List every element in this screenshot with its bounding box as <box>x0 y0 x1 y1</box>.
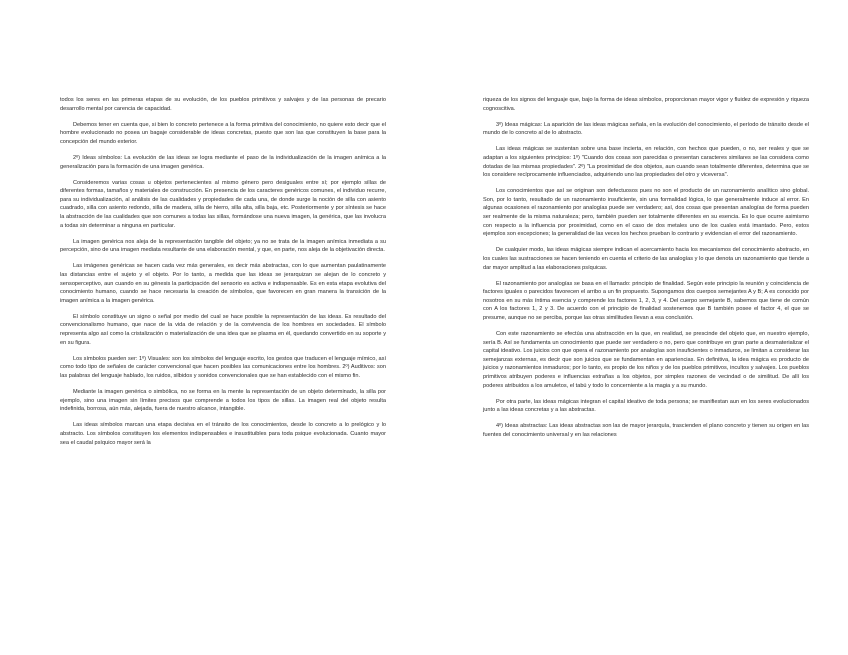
right-page <box>483 96 809 447</box>
paragraph: El razonamiento por analogías se basa en el llamado: principio de finalidad. Según este principio la reunión y coincidencia de factores iguales o parecidos favorecen el arribo a un fin propuesto. Supongamos dos cuerpos semejantes A y B; A es conocido por nosotros en su más íntima esencia y comprende los factores 1, 2, 3, y 4. Del cuerpo semejante B, sabemos que tiene de común con A los factores 1, 2 y 3. De acuerdo con el principio de finalidad sostenemos que B también posee el factor 4, el que se presume, aunque no se perciba, porque las otras similitudes llevan a esa conclusión. <box>483 280 809 321</box>
paragraph: todos los seres en las primeras etapas de su evolución, de los pueblos primitivos y salvajes y de las personas de precario desarrollo mental por carencia de capacidad. <box>60 97 386 112</box>
paragraph: De cualquier modo, las ideas mágicas siempre indican el acercamiento hacia los mecanismos del conocimiento abstracto, en los cuales las sustracciones se hacen teniendo en cuenta el criterio de las analogías y lo que denota un razonamiento que tiende a dar mayor amplitud a las elaboraciones psíquicas. <box>483 247 809 271</box>
paragraph: Las ideas símbolos marcan una etapa decisiva en el tránsito de los conocimientos, desde lo concreto a lo prelógico y lo abstracto. Los símbolos constituyen los elementos indispensables e insustituibles para toda psique evolucionada. Cuanto mayor sea el caudal psíquico mayor será la <box>60 422 386 446</box>
paragraph: Con este razonamiento se efectúa una abstracción en la que, en realidad, se prescinde del objeto que, en nuestro ejemplo, sería B. Así se fundamenta un conocimiento que puede ser verdadero o no, pero que contribuye en gran parte a desmaterializar el capital ideativo. Los juicios con que opera el razonamiento por analogías son insuficientes o inmaduros, se limitan a considerar las semejanzas externas, es decir que son juicios que se fundamentan en apariencias. En definitiva, la idea mágica es producto de juicios y razonamientos inmaduros; por lo tanto, es propio de los niños y de los pueblos primitivos, incultos y salvajes. Los pueblos primitivos atribuyen poderes e influencias extrañas a los objetos, por simples razones de vecindad o de similitud. De allí los poderes atribuidos a los amuletos, el tabú y todo lo concerniente a la magia y a su mundo. <box>483 331 809 389</box>
left-page <box>60 96 386 455</box>
paragraph: Consideremos varias cosas u objetos pertenecientes al mismo género pero desiguales entre sí; por ejemplo sillas de diferentes formas, tamaños y materiales de construcción. En presencia de los caracteres genéricos comunes, el individuo recurre, para su individualización, al análisis de las cualidades y propiedades de cada una, de donde surge la noción de silla con asiento cuadrado, silla con asiento redondo, silla de madera, silla de hierro, silla alta, silla baja, etc. Posteriormente y por síntesis se hace la abstracción de las cualidades que son comunes a todas las sillas, formándose una nueva imagen, la genérica, que las involucra a todas sin determinar a ninguna en particular. <box>60 179 386 229</box>
paragraph: La imagen genérica nos aleja de la representación tangible del objeto; ya no se trata de la imagen anímica inmediata a su percepción, sino de una imagen mediata resultante de una elaboración mental, y que, en parte, nos aleja de la objetivación directa. <box>60 238 386 254</box>
paragraph: Los conocimientos que así se originan son defectuosos pues no son el producto de un razonamiento analítico sino global. Son, por lo tanto, resultado de un razonamiento insuficiente, sin una formalidad lógica, lo que generalmente induce al error. En algunas ocasiones el razonamiento por analogías puede ser verdadero; así, dos cosas que presentan analogías de forma pueden ser realmente de la misma naturaleza; pero, también pueden ser totalmente diferentes en su esencia. Es lo que ocurre asimismo con respecto a la influencia por proximidad, como en el caso de dos metales uno de los cuales está imantado. Pero, estos ejemplos son excepciones; la generalidad de las veces los hechos prueban lo contrario y evidencian el error del razonamiento. <box>483 188 809 238</box>
paragraph: Las ideas mágicas se sustentan sobre una base incierta, en relación, con hechos que pueden, o no, ser reales y que se adaptan a los siguientes principios: 1º) "Cuando dos cosas son parecidas o presentan caracteres similares se las considera como dotadas de las mismas propiedades". 2º) "La proximidad de dos objetos, aun cuando sean totalmente diferentes, determina que se los considere recíprocamente influenciados, adquiriendo uno las propiedades del otro y viceversa". <box>483 146 809 179</box>
paragraph: Los símbolos pueden ser: 1º) Visuales: son los símbolos del lenguaje escrito, los gestos que traducen el lenguaje mímico, así como todo tipo de señales de carácter convencional que hacen posibles las comunicaciones entre los hombres. 2º) Auditivos: son las palabras del lenguaje hablado, los ruidos, silbidos y sonidos convencionales que se han establecido con el mismo fin. <box>60 355 386 379</box>
paragraph: 3º) Ideas mágicas: La aparición de las ideas mágicas señala, en la evolución del conocimiento, el período de tránsito desde el mundo de lo concreto al de lo abstracto. <box>483 121 809 137</box>
paragraph: Debemos tener en cuenta que, si bien lo concreto pertenece a la forma primitiva del conocimiento, no quiere esto decir que el hombre evolucionado no posea un bagaje considerable de ideas concretas, puesto que son las que constituyen la base para la concepción del mundo exterior. <box>60 121 386 145</box>
paragraph: Por otra parte, las ideas mágicas integran el capital ideativo de toda persona; se manifiestan aun en los seres evolucionados junto a las ideas concretas y a las abstractas. <box>483 398 809 414</box>
paragraph: Mediante la imagen genérica o simbólica, no se forma en la mente la representación de un objeto determinado, la silla por ejemplo, sino una imagen sin límites precisos que comprende a todos los tipos de sillas. La imagen real del objeto resulta indefinida, borrosa, aún más, alejada, fuera de nuestro alcance, intangible. <box>60 389 386 413</box>
paragraph: riqueza de los signos del lenguaje que, bajo la forma de ideas símbolos, proporcionan mayor vigor y fluidez de expresión y riqueza cognoscitiva. <box>483 97 809 112</box>
paragraph: Las imágenes genéricas se hacen cada vez más generales, es decir más abstractas, con lo que aumentan paulatinamente las distancias entre el sujeto y el objeto. Por lo tanto, a medida que las ideas se jerarquizan se alejan de lo concreto y sensoperceptivo, aun cuando en su génesis la participación del sensorio es activa e indispensable. Es en esta etapa evolutiva del conocimiento humano, cuando se hace necesaria la creación de símbolos, que favorecen en gran manera la transición de la imagen anímica a la imagen genérica. <box>60 263 386 304</box>
paragraph: El símbolo constituye un signo o señal por medio del cual se hace posible la representación de las ideas. Es resultado del convencionalismo humano, que nace de la vida de relación y de la convivencia de los hombres en sociedades. El símbolo representa algo así como la cristalización o materialización de una idea que se plasma en él, quedando convertido en su soporte y en su figura. <box>60 313 386 346</box>
paragraph: 4º) Ideas abstractas: Las ideas abstractas son las de mayor jerarquía, trascienden el plano concreto y tienen su origen en las fuentes del conocimiento universal y en las relaciones <box>483 423 809 438</box>
paragraph: 2º) Ideas símbolos: La evolución de las ideas se logra mediante el paso de la individualización de la imagen anímica a la generalización para la formación de una imagen genérica. <box>60 154 386 170</box>
